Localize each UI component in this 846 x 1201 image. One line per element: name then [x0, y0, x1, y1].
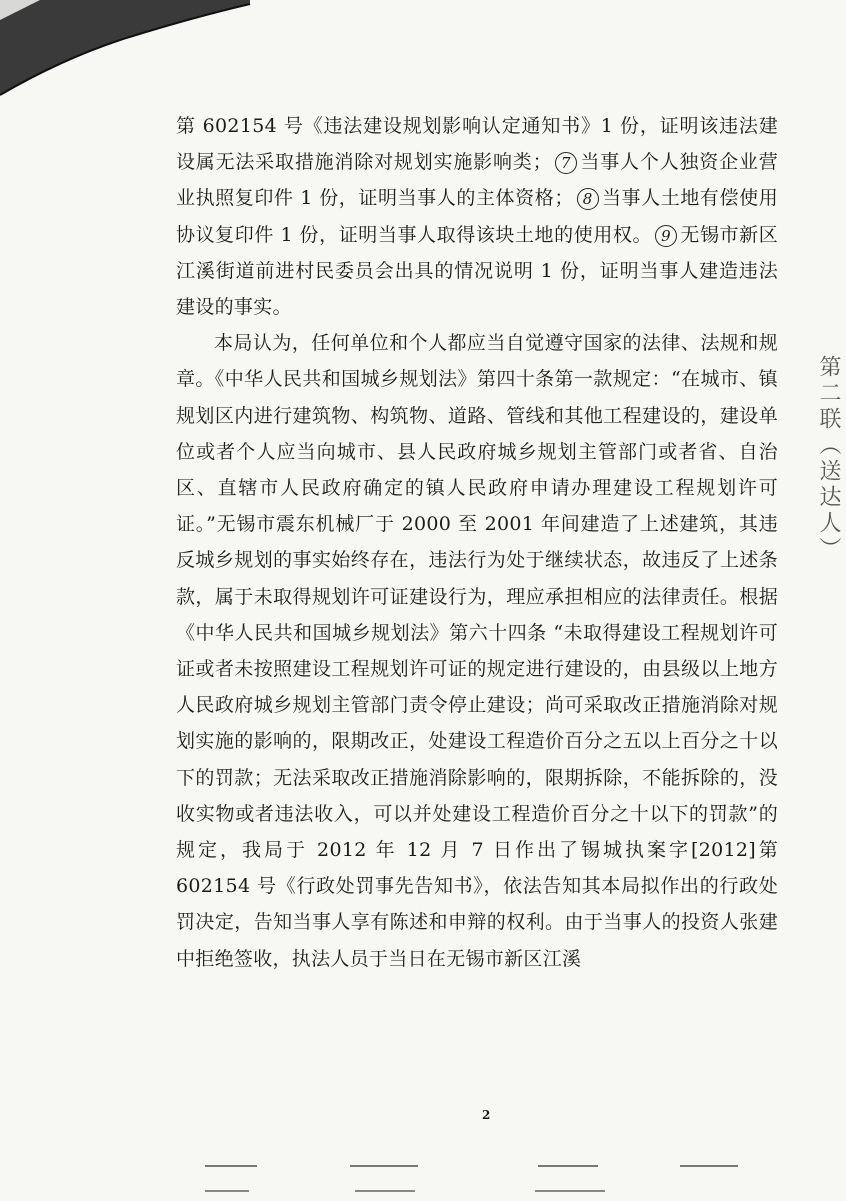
footer-rule: [680, 1165, 738, 1167]
footer-rule: [535, 1190, 605, 1192]
footer-rule: [205, 1165, 257, 1167]
evidence-marker-7: 7: [555, 152, 577, 174]
footer-rule: [205, 1190, 249, 1192]
evidence-paragraph: [176, 108, 778, 325]
evidence-text-3: 当事人土地有偿使用协议复印件 1 份，证明当事人取得该块土地的使用权。: [176, 187, 778, 246]
evidence-text-2: 当事人个人独资企业营业执照复印件 1 份，证明当事人的主体资格；: [176, 151, 778, 210]
evidence-marker-9: 9: [655, 225, 677, 247]
footer-rule: [350, 1165, 418, 1167]
page-corner-curl: [0, 0, 260, 110]
footer-rule: [355, 1190, 415, 1192]
ruling-paragraph: 本局认为，任何单位和个人都应当自觉遵守国家的法律、法规和规章。《中华人民共和国城乡规划法》第四十条第一款规定：“在城市、镇规划区内进行建筑物、构筑物、道路、管线和其他工程建设的，建设单位或者个人应当向城市、县人民政府城乡规划主管部门或者省、自治区、直辖市人民政府确定的镇人民政府申请办理建设工程规划许可证。”无锡市震东机械厂于 2000 至 2001 年间建造了上述建筑，其违反城乡规划的事实始终存在，违法行为处于继续状态，故违反了上述条款，属于未取得规划许可证建设行为，理应承担相应的法律责任。根据《中华人民共和国城乡规划法》第六十四条 “未取得建设工程规划许可证或者未按照建设工程规划许可证的规定进行建设的，由县级以上地方人民政府城乡规划主管部门责令停止建设；尚可采取改正措施消除对规划实施的影响的，限期改正，处建设工程造价百分之五以上百分之十以下的罚款；无法采取改正措施消除影响的，限期拆除，不能拆除的，没收实物或者违法收入，可以并处建设工程造价百分之十以下的罚款”的规定，我局于 2012 年 12 月 7 日作出了锡城执案字[2012]第 602154 号《行政处罚事先告知书》，依法告知其本局拟作出的行政处罚决定，告知当事人享有陈述和申辩的权利。由于当事人的投资人张建中拒绝签收，执法人员于当日在无锡市新区江溪: [176, 332, 778, 970]
margin-annotation: 第二联（送达人）: [816, 355, 841, 563]
footer-rule: [538, 1165, 598, 1167]
evidence-marker-8: 8: [577, 188, 599, 210]
evidence-text-1: 第 602154 号《违法建设规划影响认定通知书》1 份，证明该违法建设属无法采取措施消除对规划实施影响类；: [176, 115, 778, 174]
evidence-text-4: 无锡市新区江溪街道前进村民委员会出具的情况说明 1 份，证明当事人建造违法建设的事实。: [176, 223, 778, 319]
page-number: 2: [482, 1108, 491, 1122]
document-body: [176, 108, 778, 977]
